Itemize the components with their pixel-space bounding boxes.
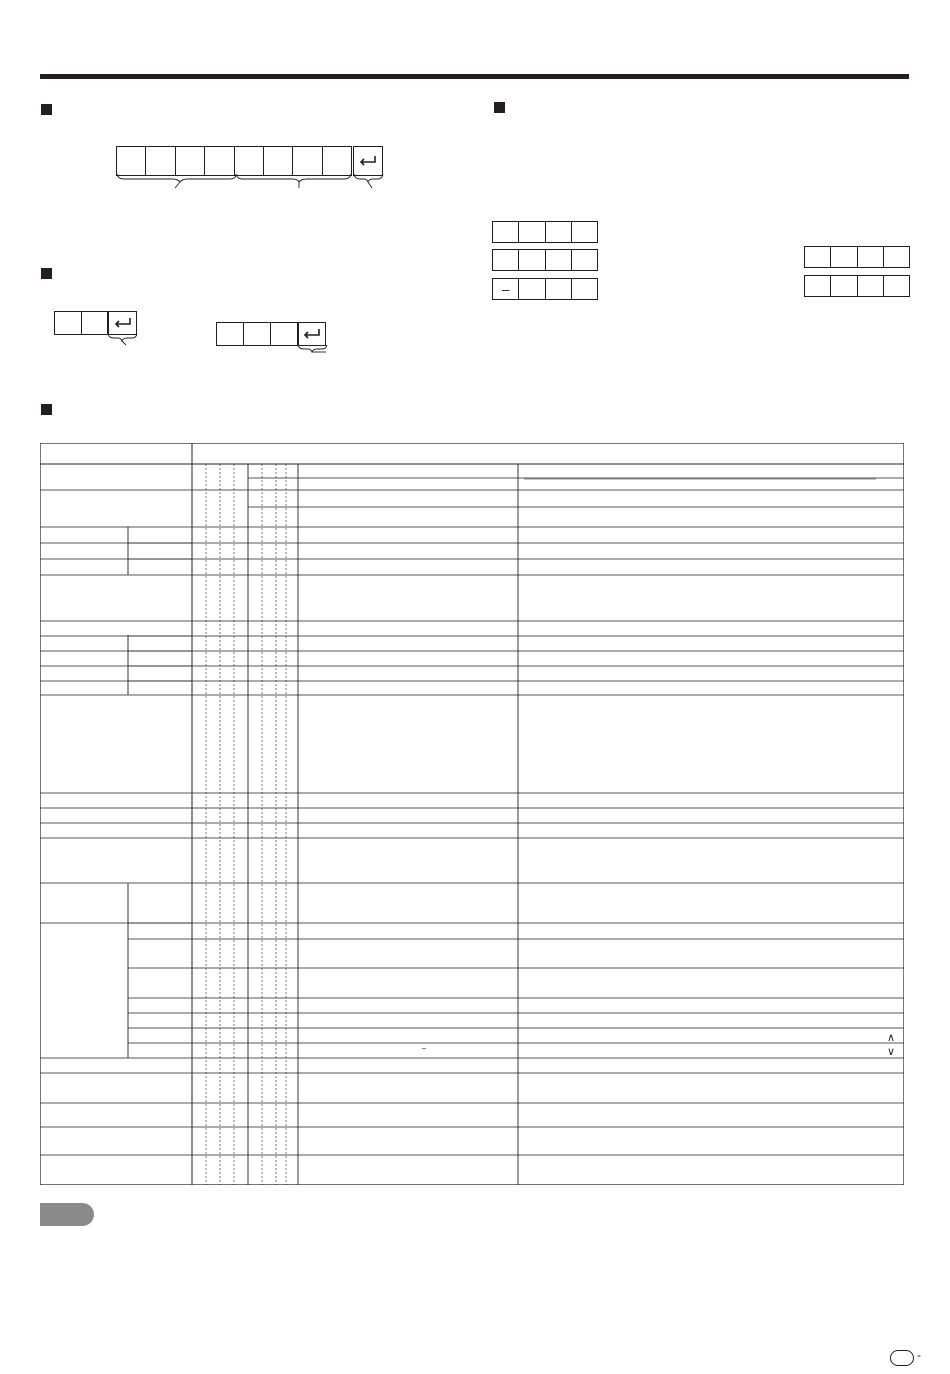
command-char-cell (176, 147, 205, 175)
param-example-1 (492, 221, 598, 243)
response-err-cells (216, 322, 298, 346)
parameter-char-cell (293, 147, 322, 175)
section-marker-parameter-settings (494, 102, 505, 113)
parameter-char-cell (264, 147, 293, 175)
command-char-cell (146, 147, 175, 175)
section-marker-command-format (41, 104, 52, 115)
return-arrow-icon (359, 155, 377, 167)
return-arrow-icon (114, 317, 132, 329)
command-format-brackets (112, 172, 392, 194)
response-ok-bracket (104, 332, 144, 346)
note-label (40, 1203, 94, 1226)
response-char-cell (244, 323, 271, 345)
section-marker-response-format (41, 268, 52, 279)
stray-mark: – (421, 1044, 427, 1053)
page-number-badge (890, 1350, 914, 1366)
param-example-5 (804, 275, 910, 297)
command-char-cell (205, 147, 234, 175)
section-marker-command-list (41, 404, 52, 415)
response-char-cell (55, 312, 82, 334)
response-char-cell (217, 323, 244, 345)
param-example-2 (492, 249, 598, 271)
parameter-char-cell (323, 147, 351, 175)
param-example-3 (492, 278, 598, 300)
command-table-grid (40, 443, 904, 1185)
command-table (40, 443, 904, 1185)
response-err-bracket (294, 343, 334, 357)
header-rule (40, 74, 909, 79)
param-example-4 (804, 246, 910, 268)
return-arrow-icon (303, 328, 321, 340)
response-ok-cells (54, 311, 108, 335)
response-char-cell (271, 323, 297, 345)
page-number-suffix: - (917, 1348, 921, 1362)
parameter-char-cell (235, 147, 264, 175)
response-char-cell (82, 312, 108, 334)
minus-sign-cell: – (493, 279, 519, 299)
up-arrow-mark: ∧ (886, 1032, 896, 1044)
down-arrow-mark: ∨ (886, 1046, 896, 1058)
command-char-cell (117, 147, 146, 175)
